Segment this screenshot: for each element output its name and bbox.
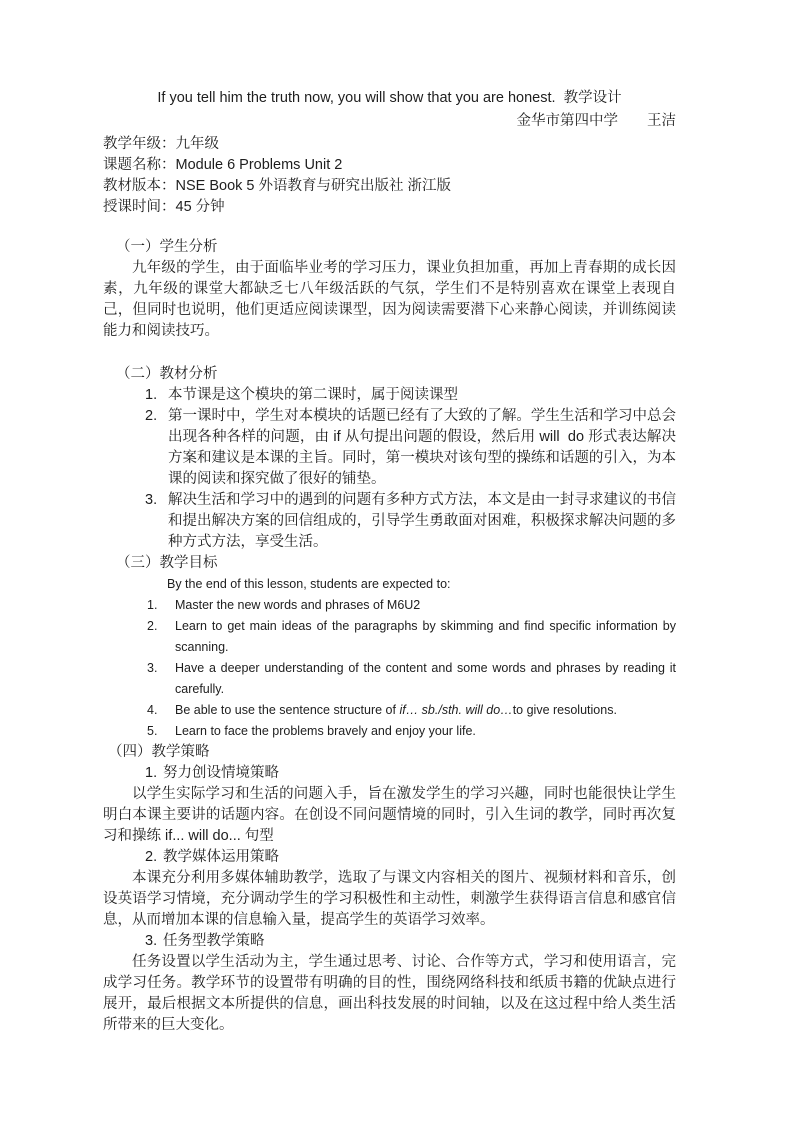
item-text: 解决生活和学习中的遇到的问题有多种方式方法，本文是由一封寻求建议的书信和提出解决方案的回信组成的，引导学生勇敢面对困难，积极探求解决问题的多种方式方法，享受生活。 <box>168 492 676 550</box>
section-heading-2: （二）教材分析 <box>116 366 218 382</box>
list-item <box>103 595 676 616</box>
item-text <box>175 700 676 721</box>
sub-heading-title: 教学媒体运用策略 <box>163 849 279 865</box>
strategy-paragraph: 本课充分利用多媒体辅助教学，选取了与课文内容相关的图片、视频材料和音乐，创设英语学习情境，充分调动学生的学习积极性和主动性，刺激学生获得语言信息和感官信息，从而增加本课的信息输入量，提高学生的英语学习效率。 <box>103 870 676 928</box>
section-heading-1: （一）学生分析 <box>116 239 218 255</box>
item-text-italic: if… sb./sth. will do… <box>399 703 513 717</box>
strategy-situation-creation <box>103 763 676 847</box>
strategy-task-based <box>103 931 676 1036</box>
list-item <box>103 721 676 742</box>
section-heading-4: （四）教学策略 <box>108 744 210 760</box>
item-text: Learn to face the problems bravely and enjoy your life. <box>175 724 476 738</box>
meta-lesson-title: 课题名称：Module 6 Problems Unit 2 <box>103 157 343 173</box>
sub-heading-number: 1. <box>145 765 158 781</box>
strategy-sub-heading <box>103 763 676 784</box>
meta-duration: 授课时间：45 分钟 <box>103 199 225 215</box>
strategy-sub-heading <box>103 931 676 952</box>
section-teaching-strategies <box>103 742 676 1036</box>
list-item <box>103 616 676 658</box>
meta-grade: 教学年级：九年级 <box>103 136 219 152</box>
item-number: 5. <box>147 724 158 738</box>
sub-heading-title: 努力创设情境策略 <box>163 765 279 781</box>
sub-heading-number: 3. <box>145 933 158 949</box>
author-byline: 金华市第四中学 王洁 <box>516 113 676 129</box>
section-student-analysis <box>103 237 676 342</box>
document-title: If you tell him the truth now, you will show that you are honest. 教学设计 <box>157 90 622 106</box>
strategy-paragraph: 以学生实际学习和生活的问题入手，旨在激发学生的学习兴趣，同时也能很快让学生明白本课主要讲的话题内容。在创设不同问题情境的同时，引入生词的教学，同时再次复习和操练 if... will do... 句型 <box>103 786 676 844</box>
sub-heading-number: 2. <box>145 849 158 865</box>
item-number: 3. <box>147 661 158 675</box>
item-number: 2. <box>147 619 158 633</box>
meta-block <box>103 134 676 218</box>
section-material-analysis <box>103 364 676 553</box>
item-number: 3. <box>145 492 158 508</box>
list-item <box>103 406 676 490</box>
item-text: Have a deeper understanding of the content and some words and phrases by reading it carefully. <box>175 661 676 696</box>
item-number: 1. <box>145 387 158 403</box>
item-text: 本节课是这个模块的第二课时，属于阅读课型 <box>168 387 458 403</box>
item-text: Learn to get main ideas of the paragraphs by skimming and find specific information by scanning. <box>175 619 676 654</box>
student-analysis-paragraph: 九年级的学生，由于面临毕业考的学习压力，课业负担加重，再加上青春期的成长因素，九年级的课堂大都缺乏七八年级活跃的气氛，学生们不是特别喜欢在课堂上表现自己，但同时也说明，他们更适应阅读课型，因为阅读需要潜下心来静心阅读，并训练阅读能力和阅读技巧。 <box>103 260 676 339</box>
item-text: Master the new words and phrases of M6U2 <box>175 598 421 612</box>
item-number: 4. <box>147 703 158 717</box>
item-text: 第一课时中，学生对本模块的话题已经有了大致的了解。学生生活和学习中总会出现各种各样的问题，由 if 从句提出问题的假设，然后用 will do 形式表达解决方案和建议是本课的主旨。同时，第一模块对该句型的操练和话题的引入，为本课的阅读和探究做了很好的铺垫。 <box>168 408 676 487</box>
objectives-list <box>103 595 676 742</box>
list-item <box>103 700 676 721</box>
list-item <box>103 490 676 553</box>
section-teaching-objectives <box>103 553 676 742</box>
strategy-sub-heading <box>103 847 676 868</box>
item-text-suffix: to give resolutions. <box>512 703 617 717</box>
item-number: 1. <box>147 598 158 612</box>
objectives-intro: By the end of this lesson, students are expected to: <box>167 577 451 591</box>
section-heading-3: （三）教学目标 <box>116 555 218 571</box>
item-text-prefix: Be able to use the sentence structure of <box>175 703 400 717</box>
list-item <box>103 658 676 700</box>
item-number: 2. <box>145 408 158 424</box>
sub-heading-title: 任务型教学策略 <box>163 933 265 949</box>
list-item <box>103 385 676 406</box>
meta-textbook-edition: 教材版本：NSE Book 5 外语教育与研究出版社 浙江版 <box>103 178 452 194</box>
strategy-media-use <box>103 847 676 931</box>
strategy-paragraph: 任务设置以学生活动为主，学生通过思考、讨论、合作等方式，学习和使用语言，完成学习任务。教学环节的设置带有明确的目的性，围绕网络科技和纸质书籍的优缺点进行展开，最后根据文本所提供的信息，画出科技发展的时间轴，以及在这过程中给人类生活所带来的巨大变化。 <box>103 954 676 1033</box>
